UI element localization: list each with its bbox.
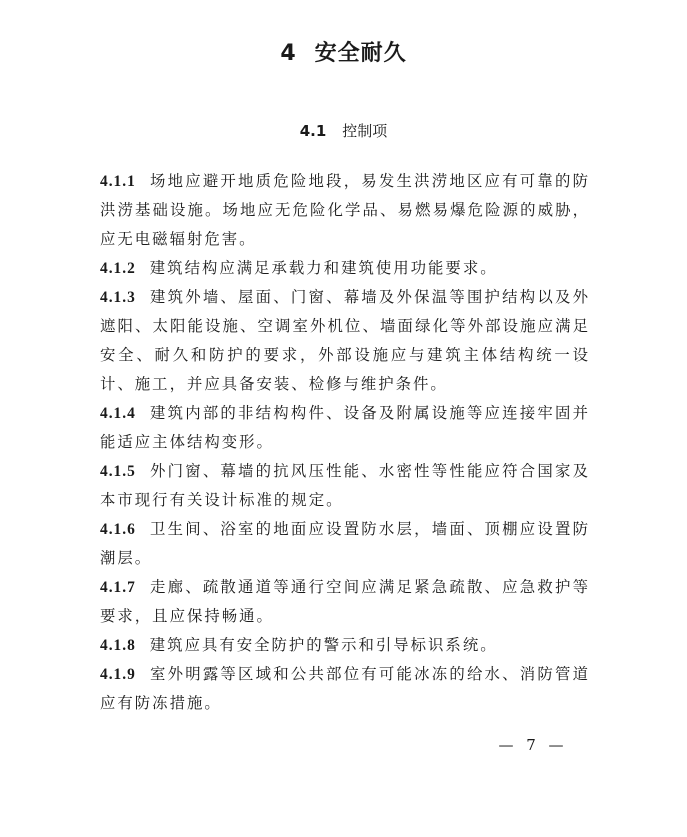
clause-number: 4.1.6 — [100, 521, 136, 538]
clause-number: 4.1.7 — [100, 579, 136, 596]
section-title — [0, 120, 687, 141]
clause-number: 4.1.1 — [100, 173, 136, 190]
clause — [100, 457, 590, 515]
clause — [100, 573, 590, 631]
clause-number: 4.1.9 — [100, 666, 136, 683]
clause-list — [100, 167, 590, 718]
clause-text: 卫生间、浴室的地面应设置防水层，墙面、顶棚应设置防潮层。 — [100, 520, 590, 567]
clause — [100, 631, 590, 660]
clause — [100, 254, 590, 283]
clause — [100, 660, 590, 718]
clause — [100, 399, 590, 457]
clause-number: 4.1.2 — [100, 260, 136, 277]
clause-text: 建筑内部的非结构构件、设备及附属设施等应连接牢固并能适应主体结构变形。 — [100, 404, 590, 451]
chapter-title — [0, 36, 687, 67]
page-number: — 7 — — [498, 736, 568, 754]
clause-number: 4.1.4 — [100, 405, 136, 422]
clause-number: 4.1.3 — [100, 289, 136, 306]
clause-text: 外门窗、幕墙的抗风压性能、水密性等性能应符合国家及本市现行有关设计标准的规定。 — [100, 462, 590, 509]
clause-text: 室外明露等区域和公共部位有可能冰冻的给水、消防管道应有防冻措施。 — [100, 665, 590, 712]
section-title-text: 控制项 — [342, 122, 388, 140]
clause-text: 建筑应具有安全防护的警示和引导标识系统。 — [149, 636, 498, 654]
clause — [100, 167, 590, 254]
section-number: 4.1 — [299, 122, 327, 140]
chapter-title-text: 安全耐久 — [314, 41, 407, 66]
clause-text: 场地应避开地质危险地段，易发生洪涝地区应有可靠的防洪涝基础设施。场地应无危险化学品、易燃易爆危险源的威胁，应无电磁辐射危害。 — [100, 172, 590, 248]
clause — [100, 515, 590, 573]
clause-text: 走廊、疏散通道等通行空间应满足紧急疏散、应急救护等要求，且应保持畅通。 — [100, 578, 590, 625]
clause — [100, 283, 590, 399]
clause-text: 建筑结构应满足承载力和建筑使用功能要求。 — [149, 259, 498, 277]
clause-number: 4.1.5 — [100, 463, 136, 480]
clause-number: 4.1.8 — [100, 637, 136, 654]
chapter-number: 4 — [280, 41, 297, 66]
clause-text: 建筑外墙、屋面、门窗、幕墙及外保温等围护结构以及外遮阳、太阳能设施、空调室外机位、墙面绿化等外部设施应满足安全、耐久和防护的要求，外部设施应与建筑主体结构统一设计、施工，并应具备安装、检修与维护条件。 — [100, 288, 590, 393]
